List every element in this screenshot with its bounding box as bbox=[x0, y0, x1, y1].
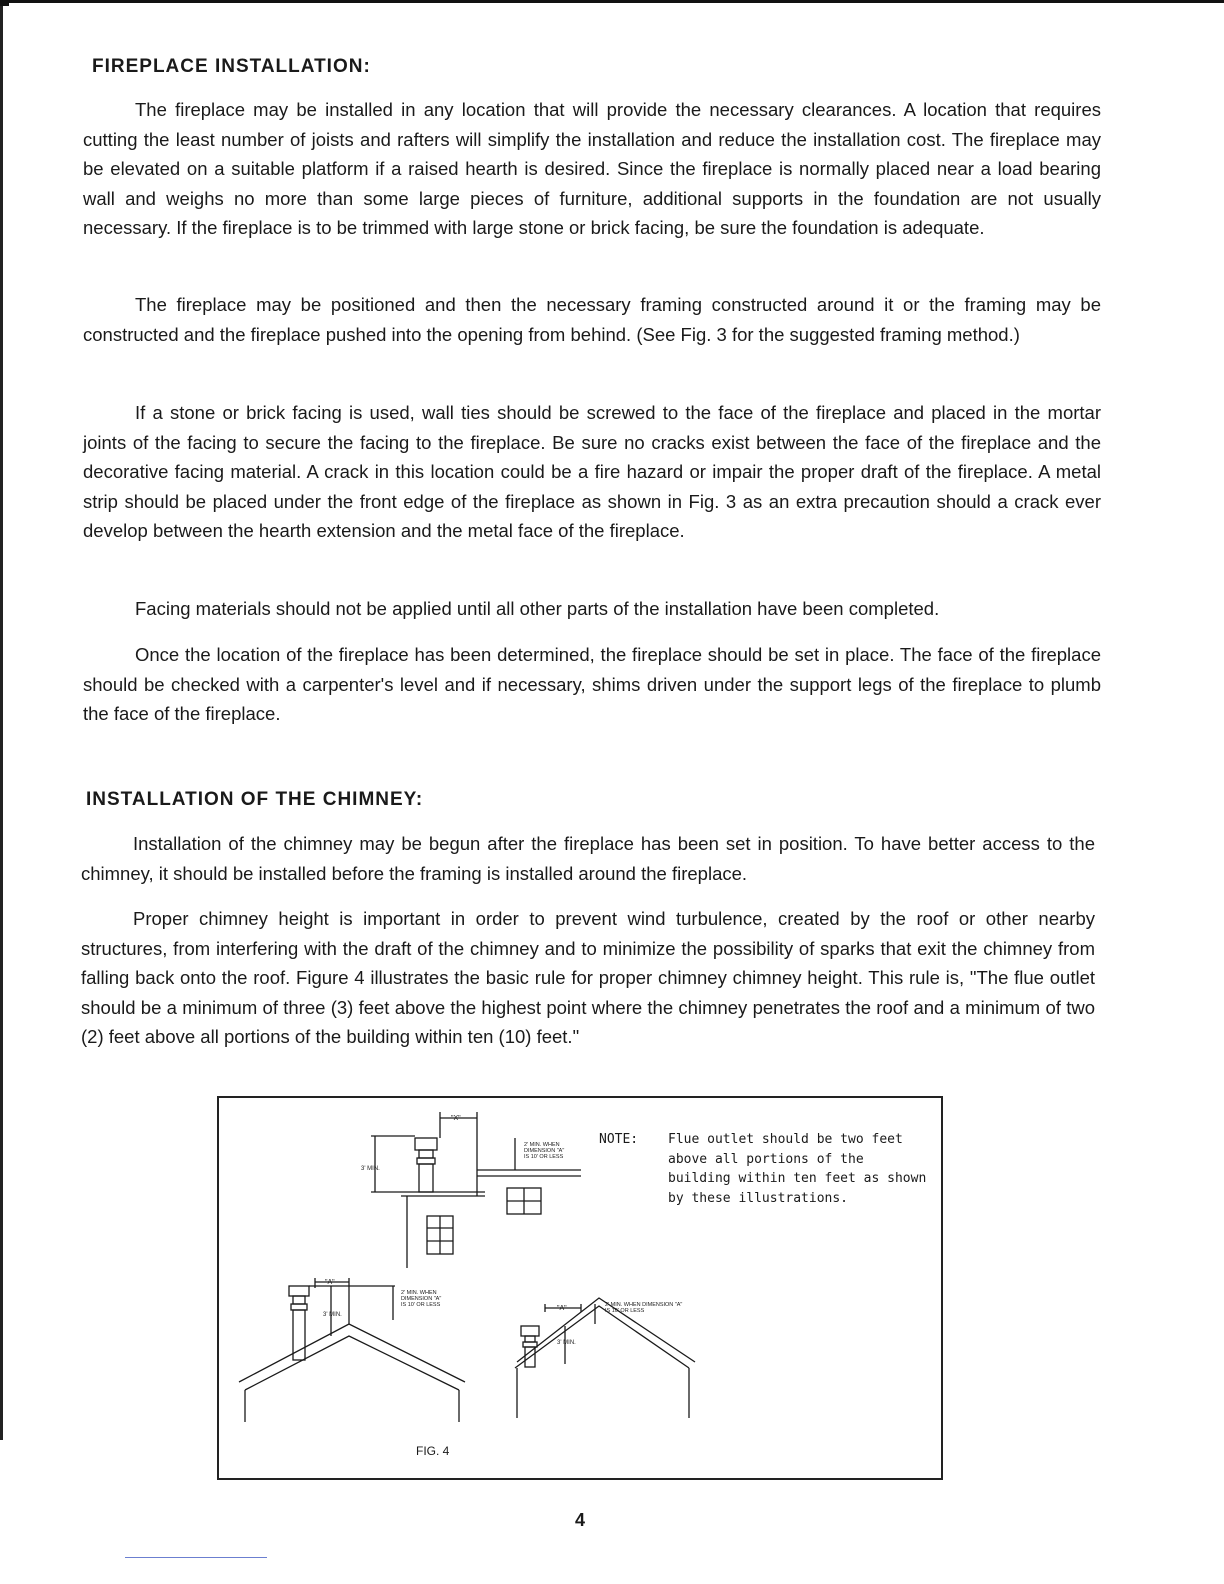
paragraph-chimney-height: Proper chimney height is important in order to prevent wind turbulence, created by the roof or other nearby structures, from interfering with the draft of the chimney and to minimize the possibility of sparks that exit the chimney from falling back onto the roof. Figure 4 illustrates the basic rule for proper chimney chimney height. This rule is, "The flue outlet should be a minimum of three (3) feet above the highest point where the chimney penetrates the roof and a minimum of two (2) feet above all portions of the building within ten (10) feet." bbox=[81, 908, 1095, 1047]
figure-4-chimney-height bbox=[217, 1096, 943, 1480]
three-min-label-right: 3' MIN. bbox=[557, 1340, 576, 1346]
footer-rule bbox=[125, 1557, 267, 1558]
note-label: NOTE: bbox=[599, 1132, 639, 1147]
two-min-label-right-1: 2' MIN. WHEN DIMENSION "A" bbox=[605, 1302, 683, 1308]
figure-caption: FIG. 4 bbox=[416, 1444, 450, 1458]
paragraph-set-in-place: Once the location of the fireplace has been determined, the fireplace should be set in place. The face of the fireplace should be checked with a carpenter's level and if necessary, shims driven under the support legs of the fireplace to plumb the face of the fireplace. bbox=[83, 644, 1101, 724]
two-min-label-left-3: IS 10' OR LESS bbox=[401, 1302, 441, 1308]
flat-roof-illustration bbox=[361, 1112, 581, 1268]
paragraph-facing-materials: Facing materials should not be applied until all other parts of the installation have been completed. bbox=[135, 598, 940, 619]
section-heading-chimney-installation: INSTALLATION OF THE CHIMNEY: bbox=[86, 789, 424, 810]
dimension-x-label: "X" bbox=[451, 1115, 461, 1122]
scan-edge-left bbox=[0, 0, 3, 1440]
three-min-label-top: 3' MIN. bbox=[361, 1166, 380, 1172]
two-min-label-left-2: DIMENSION "A" bbox=[401, 1296, 442, 1302]
two-min-label-right-2: IS 10' OR LESS bbox=[605, 1308, 645, 1314]
page-number: 4 bbox=[575, 1510, 586, 1530]
paragraph-chimney-begin: Installation of the chimney may be begun after the fireplace has been set in position. To have better access to the chimney, it should be installed before the framing is installed around the fireplace. bbox=[81, 833, 1095, 884]
two-min-label-top-2: DIMENSION "A" bbox=[524, 1148, 565, 1154]
paragraph-positioning: The fireplace may be positioned and then the necessary framing constructed around it or the framing may be constructed and the fireplace pushed into the opening from behind. (See Fig. 3 for the suggested framing method.) bbox=[83, 294, 1101, 345]
scan-edge-top bbox=[0, 0, 1224, 3]
two-min-label-top-1: 2' MIN. WHEN bbox=[524, 1142, 560, 1148]
paragraph-facing-ties: If a stone or brick facing is used, wall ties should be screwed to the face of the fireplace and placed in the mortar joints of the facing to secure the facing to the fireplace. Be sure no cracks exist between the face of the fireplace and the decorative facing material. A crack in this location could be a fire hazard or impair the proper draft of the fireplace. A metal strip should be placed under the front edge of the fireplace as shown in Fig. 3 as an extra precaution should a crack ever develop between the hearth extension and the metal face of the fireplace. bbox=[83, 402, 1101, 541]
section-heading-fireplace-installation: FIREPLACE INSTALLATION: bbox=[92, 56, 371, 77]
three-min-label-left: 3' MIN. bbox=[323, 1312, 342, 1318]
dimension-a-label-left: "A" bbox=[325, 1279, 335, 1286]
two-min-label-left-1: 2' MIN. WHEN bbox=[401, 1290, 437, 1296]
note-text: Flue outlet should be two feet above all portions of the building within ten feet as shown by these illustrations. bbox=[668, 1132, 927, 1206]
gable-roof-left-illustration bbox=[239, 1278, 465, 1422]
paragraph-location: The fireplace may be installed in any location that will provide the necessary clearances. A location that requires cutting the least number of joists and rafters will simplify the installation and reduce the installation cost. The fireplace may be elevated on a suitable platform if a raised hearth is desired. Since the fireplace is normally placed near a load bearing wall and weighs no more than some large pieces of furniture, additional supports in the foundation are not usually necessary. If the fireplace is to be trimmed with large stone or brick facing, be sure the foundation is adequate. bbox=[83, 99, 1101, 238]
scan-corner-mark bbox=[0, 0, 9, 6]
gable-roof-right-illustration bbox=[515, 1298, 695, 1418]
dimension-a-label-right: "A" bbox=[557, 1305, 567, 1312]
two-min-label-top-3: IS 10' OR LESS bbox=[524, 1154, 564, 1160]
